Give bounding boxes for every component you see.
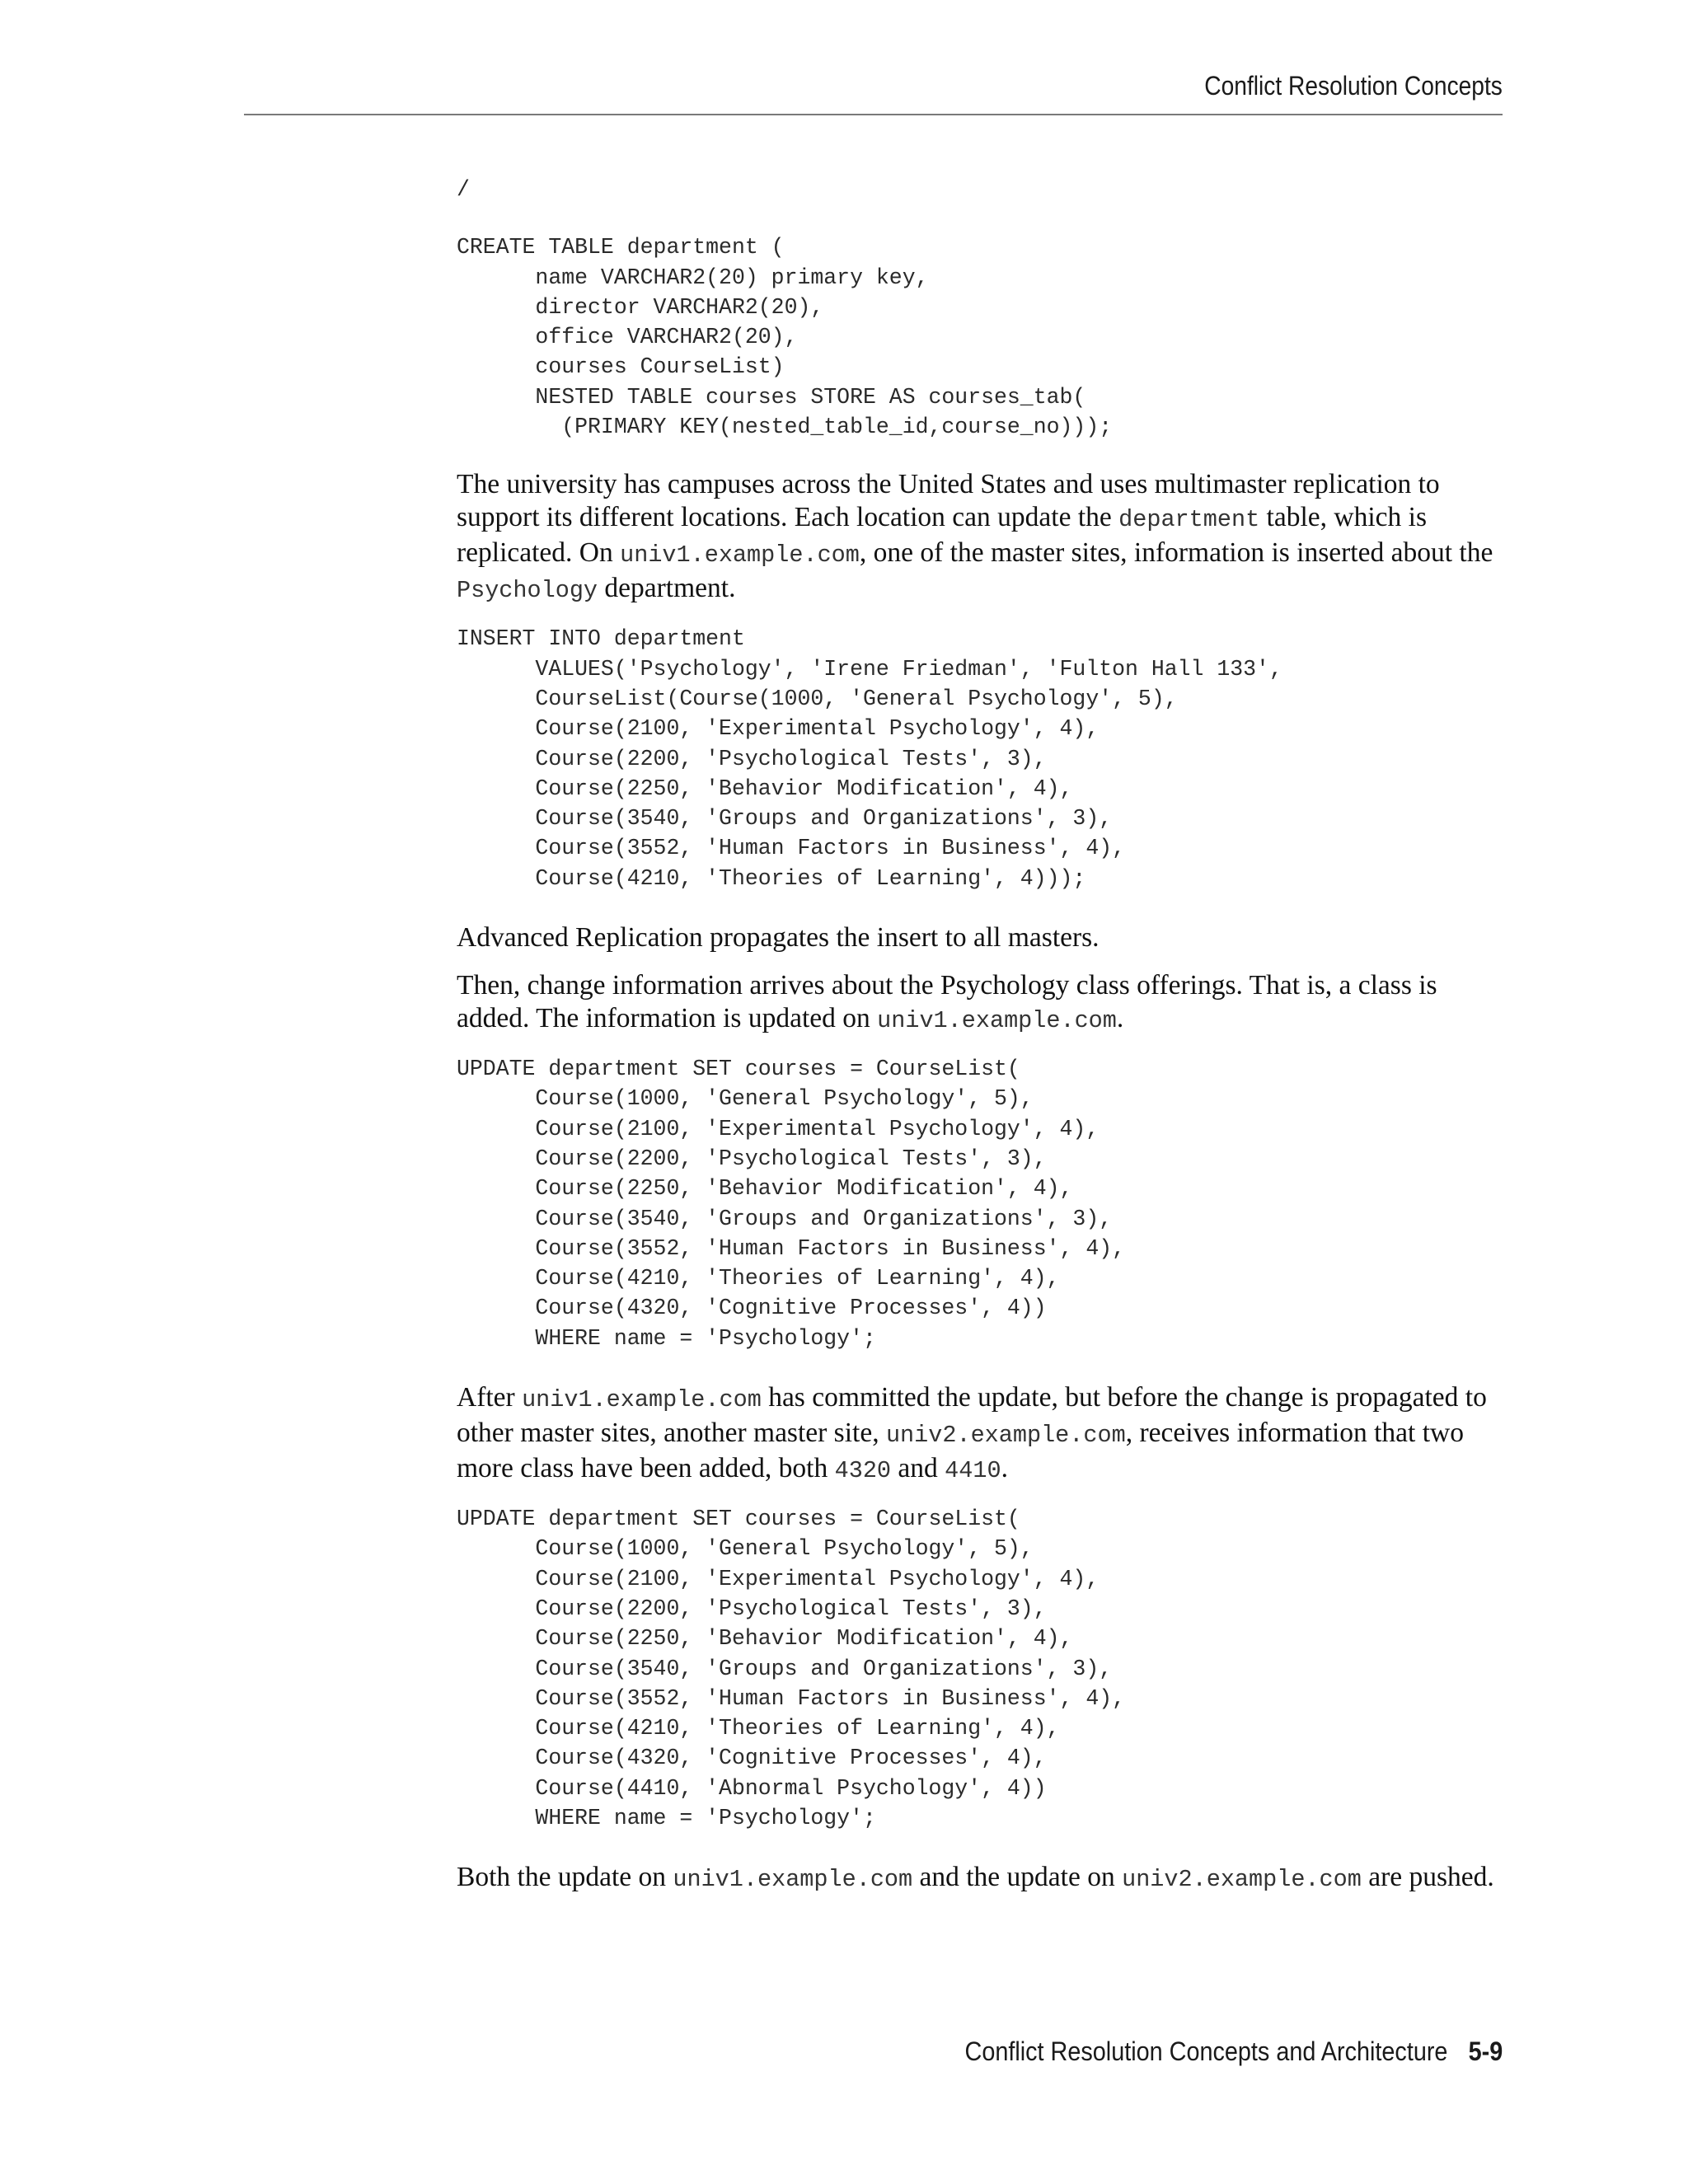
text-run: Then, change information arrives about the Psychology class offerings. That is, a class is added. The information is updated on: [457, 970, 1437, 1034]
code-block-create-table: CREATE TABLE department ( name VARCHAR2(20) primary key, director VARCHAR2(20), office VARCHAR2(20), courses CourseList) NESTED TABLE courses STORE AS courses_tab( (PRIMARY KEY(nested_table_id,course_no)));: [457, 235, 1113, 440]
text-run: After: [457, 1382, 523, 1413]
page-number: 5-9: [1468, 2036, 1503, 2066]
text-run: and: [891, 1453, 945, 1484]
text-run: department.: [598, 573, 736, 604]
page-body: [457, 175, 1503, 1896]
inline-code: univ2.example.com: [1122, 1866, 1362, 1894]
paragraph-both: [457, 1861, 1503, 1896]
inline-code: univ2.example.com: [885, 1422, 1126, 1450]
inline-code: 4410: [945, 1457, 1001, 1485]
text-run: , receives information that two more class have been added, both: [457, 1418, 1464, 1484]
text-run: table, which is replicated. On: [457, 502, 1427, 569]
text-run: are pushed.: [1361, 1862, 1494, 1893]
footer-chapter-title: Conflict Resolution Concepts and Architecture: [964, 2036, 1448, 2066]
text-run: has committed the update, but before the change is propagated to other master sites, another master site,: [457, 1382, 1487, 1449]
paragraph-propagates: Advanced Replication propagates the insert to all masters.: [457, 922, 1100, 954]
text-run: , one of the master sites, information is inserted about the: [859, 537, 1493, 569]
inline-code: univ1.example.com: [522, 1386, 762, 1414]
inline-code: univ1.example.com: [877, 1007, 1117, 1035]
inline-code: univ1.example.com: [620, 541, 860, 569]
code-block-insert: INSERT INTO department VALUES('Psychology', 'Irene Friedman', 'Fulton Hall 133', CourseList(Course(1000, 'General Psychology', 5), Course(2100, 'Experimental Psychology', 4), Course(2200, 'Psychological Tests', 3), Course(2250, 'Behavior Modification', 4), Course(3540, 'Groups and Organizations', 3), Course(3552, 'Human Factors in Business', 4), Course(4210, 'Theories of Learning', 4)));: [457, 626, 1282, 891]
inline-code: department: [1118, 506, 1260, 534]
running-footer: [964, 2036, 1503, 2067]
paragraph-after: [457, 1381, 1503, 1488]
paragraph-then: [457, 969, 1503, 1038]
text-run: Both the update on: [457, 1862, 673, 1893]
code-block-update-univ1: UPDATE department SET courses = CourseList( Course(1000, 'General Psychology', 5), Course(2100, 'Experimental Psychology', 4), Course(2200, 'Psychological Tests', 3), Course(2250, 'Behavior Modification', 4), Course(3540, 'Groups and Organizations', 3), Course(3552, 'Human Factors in Business', 4), Course(4210, 'Theories of Learning', 4), Course(4320, 'Cognitive Processes', 4)) WHERE name = 'Psychology';: [457, 1057, 1126, 1351]
code-block-update-univ2: UPDATE department SET courses = CourseList( Course(1000, 'General Psychology', 5), Course(2100, 'Experimental Psychology', 4), Course(2200, 'Psychological Tests', 3), Course(2250, 'Behavior Modification', 4), Course(3540, 'Groups and Organizations', 3), Course(3552, 'Human Factors in Business', 4), Course(4210, 'Theories of Learning', 4), Course(4320, 'Cognitive Processes', 4), Course(4410, 'Abnormal Psychology', 4)) WHERE name = 'Psychology';: [457, 1507, 1126, 1830]
header-rule: [244, 114, 1503, 115]
inline-code: Psychology: [457, 577, 598, 605]
running-header: Conflict Resolution Concepts: [1204, 71, 1503, 101]
text-run: The university has campuses across the United States and uses multimaster replication to support its different locations. Each location can update the: [457, 469, 1440, 533]
text-run: .: [1001, 1453, 1008, 1484]
code-block-slash: /: [457, 177, 470, 202]
paragraph-university: [457, 468, 1503, 607]
text-run: .: [1116, 1003, 1124, 1034]
inline-code: 4320: [834, 1457, 892, 1485]
text-run: and the update on: [912, 1862, 1123, 1893]
inline-code: univ1.example.com: [673, 1866, 913, 1894]
